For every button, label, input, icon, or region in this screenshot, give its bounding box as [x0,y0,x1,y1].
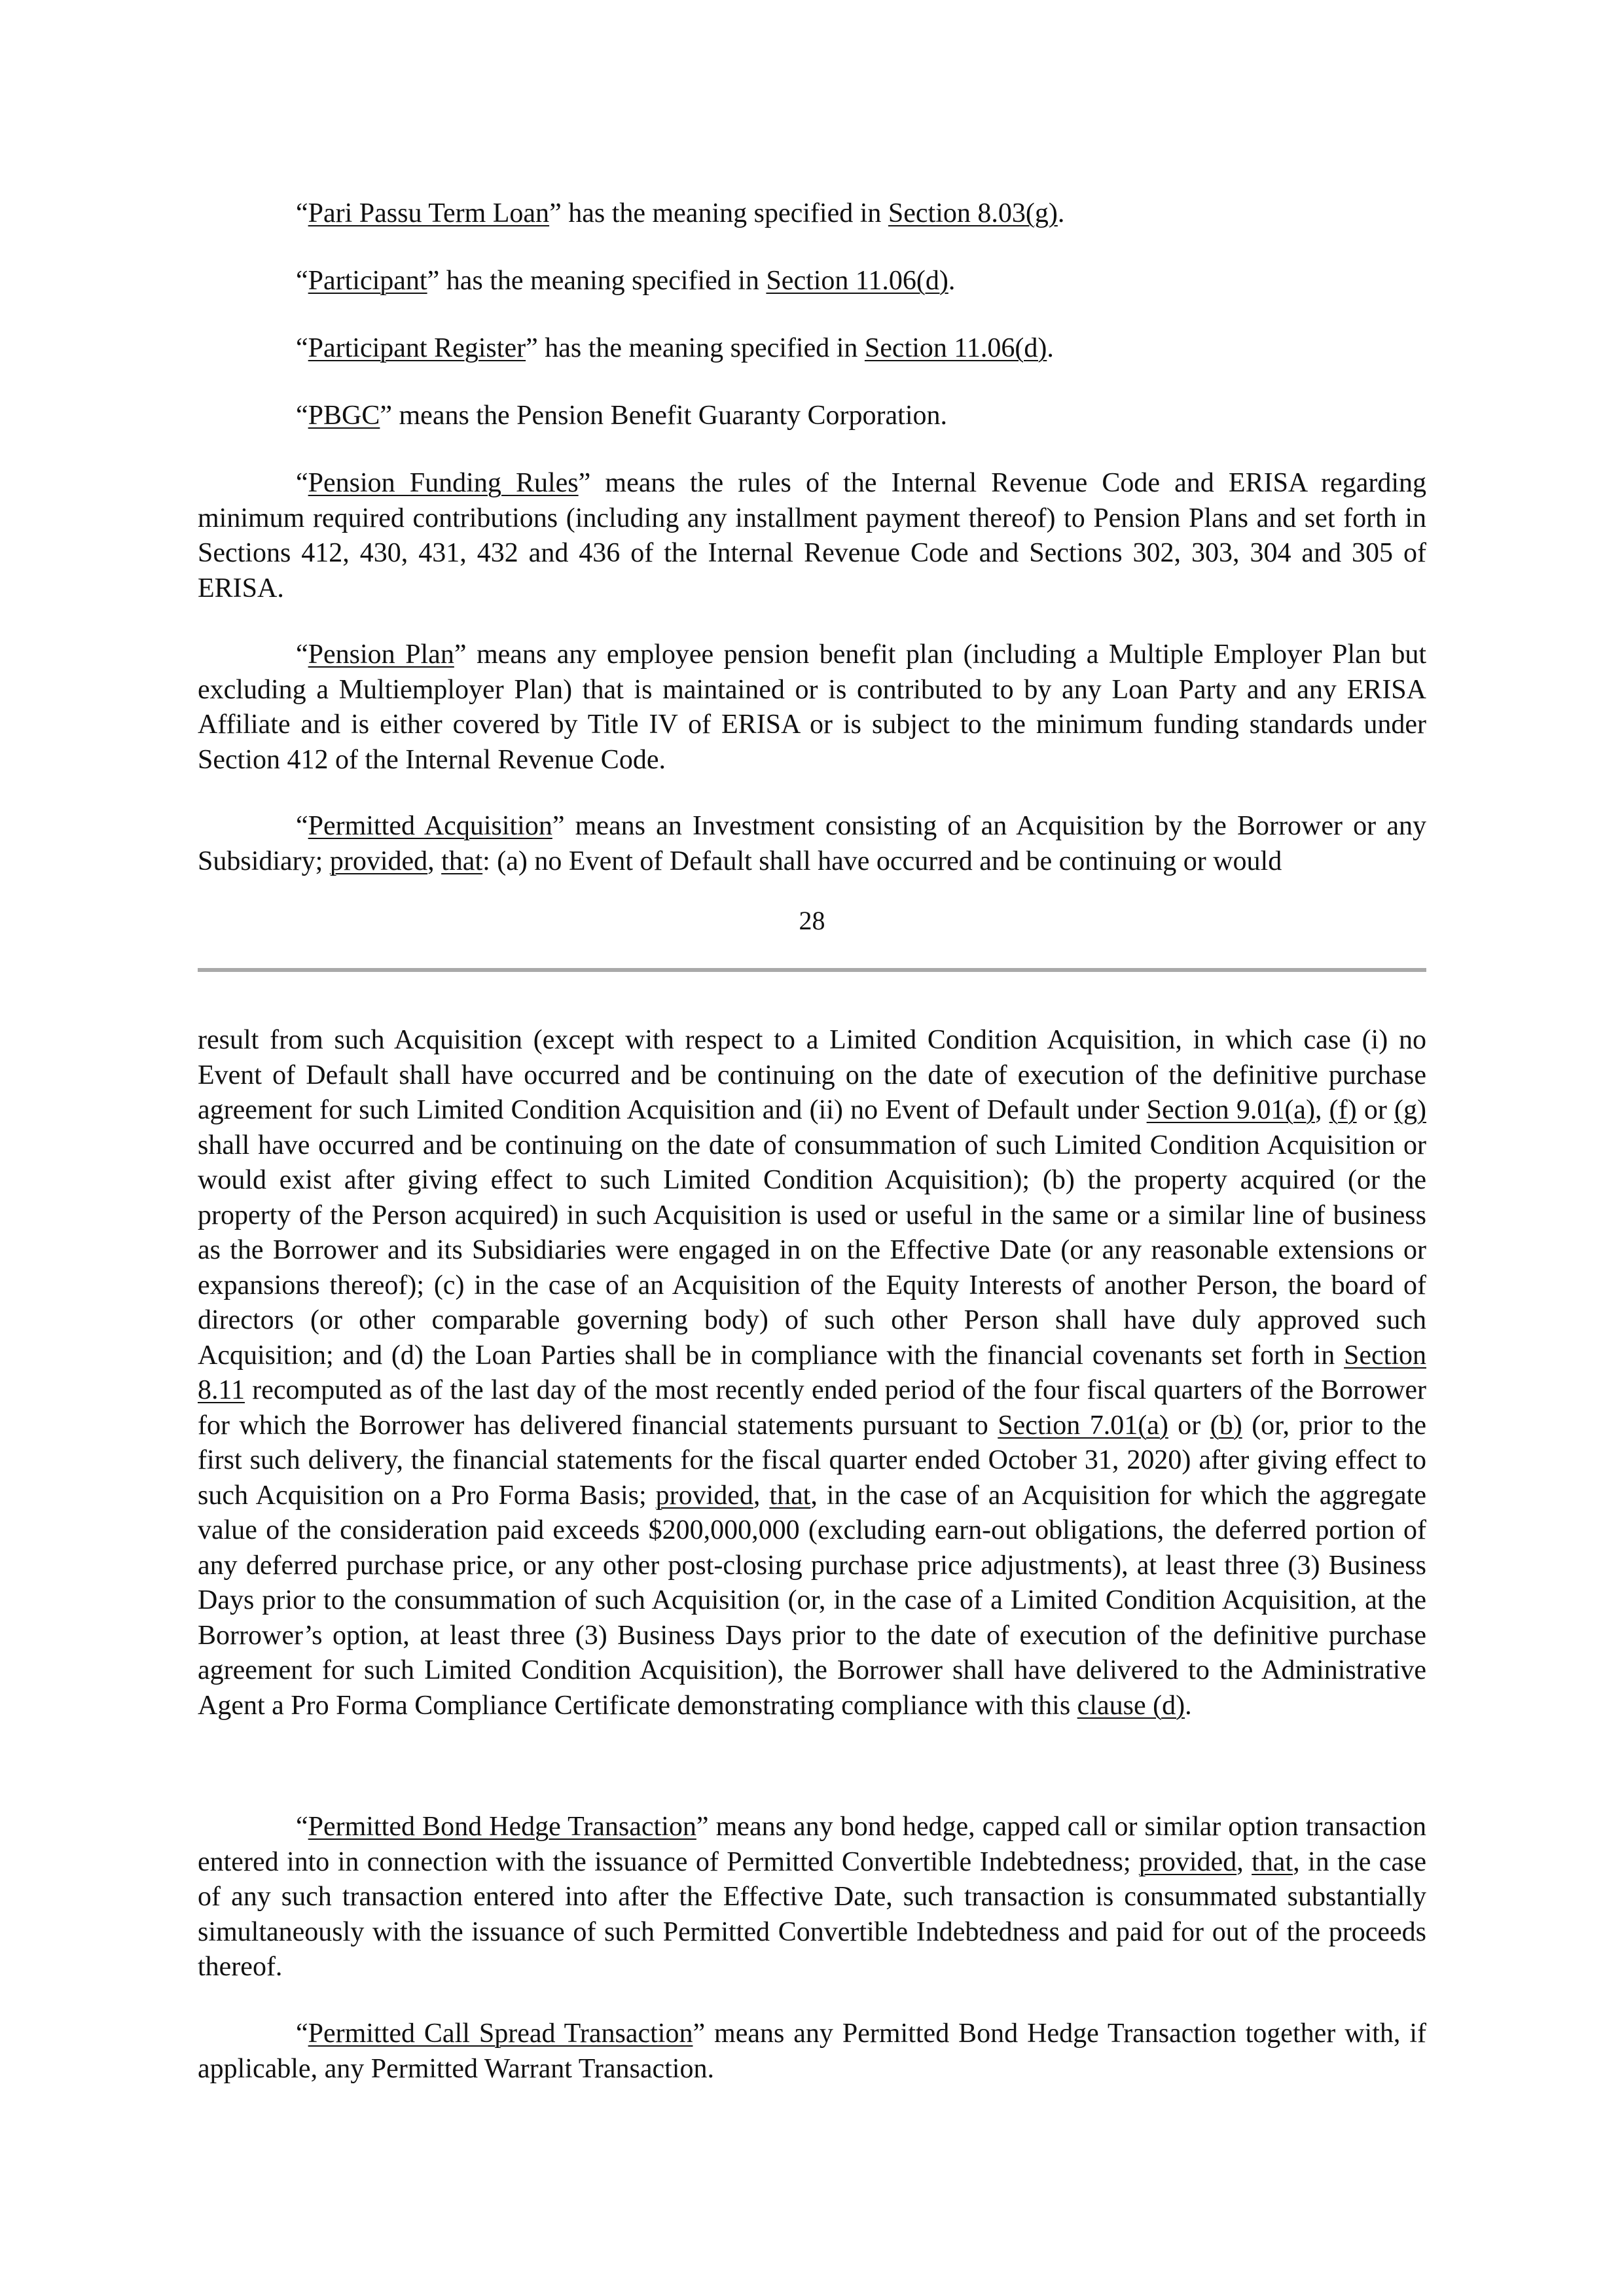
clause-reference: clause (d) [1077,1690,1185,1721]
definition-permitted-call-spread-transaction [198,2017,1426,2087]
definition-text: ” means any bond hedge, capped call or similar option transaction entered into in connection with the issuance of Permitted Convertible Indebtedness; [198,1812,1426,1877]
definition-text: or [1168,1410,1210,1441]
section-reference: Section 11.06(d) [864,333,1047,363]
that-term: that [769,1480,811,1511]
defined-term: PBGC [308,401,380,431]
punctuation: , [427,846,442,876]
section-reference: (f) [1329,1095,1357,1125]
definition-text: ” means any Permitted Bond Hedge Transaction together with, if applicable, any Permitted Warrant Transaction. [198,2018,1426,2084]
section-reference: (g) [1394,1095,1426,1125]
definition-text: shall have occurred and be continuing on the date of consummation of such Limited Condition Acquisition or would exist after giving effect to such Limited Condition Acquisition); (b) the property acquired (or the property of the Person acquired) in such Acquisition is used or useful in the same or a similar line of business as the Borrower and its Subsidiaries were engaged in on the Effective Date (or any reasonable extensions or expansions thereof); (c) in the case of an Acquisition of the Equity Interests of another Person, the board of directors (or other comparable governing body) of such other Person shall have duly approved such Acquisition; and (d) the Loan Parties shall be in compliance with the financial covenants set forth in [198,1130,1426,1371]
section-reference: Section 8.11 [198,1340,1426,1405]
open-quote: “ [296,2018,308,2049]
that-term: that [1252,1846,1293,1877]
open-quote: “ [296,468,308,498]
definition-text: recomputed as of the last day of the most recently ended period of the four fiscal quarters of the Borrower for which the Borrower has delivered financial statements pursuant to [198,1375,1426,1441]
definition-participant [198,264,1426,299]
definition-pension-funding-rules [198,466,1426,606]
provided-term: provided [1138,1846,1237,1877]
defined-term: Participant Register [308,333,526,363]
definition-text: , in the case of an Acquisition for which the aggregate value of the consideration paid exceeds $200,000,000 (excluding earn-out obligations, the deferred portion of any deferred purchase price, or any other post-closing purchase price adjustments), at least three (3) Business Days prior to the consummation of such Acquisition (or, in the case of a Limited Condition Acquisition, at the Borrower’s option, at least three (3) Business Days prior to the date of execution of the definitive purchase agreement for such Limited Condition Acquisition), the Borrower shall have delivered to the Administrative Agent a Pro Forma Compliance Certificate demonstrating compliance with this [198,1480,1426,1721]
definition-participant-register [198,331,1426,367]
punctuation: , [1314,1095,1329,1125]
definition-text: ” means any employee pension benefit plan (including a Multiple Employer Plan but excluding a Multiemployer Plan) that is maintained or is contributed to by any Loan Party and any ERISA Affiliate and is either covered by Title IV of ERISA or is subject to the minimum funding standards under Section 412 of the Internal Revenue Code. [198,639,1426,775]
definition-text: ” has the meaning specified in [427,266,767,296]
open-quote: “ [296,333,308,363]
defined-term: Pension Funding Rules [308,468,579,498]
definition-text: ” has the meaning specified in [549,198,888,228]
defined-term: Permitted Acquisition [308,811,552,841]
definition-text: ” means an Investment consisting of an Acquisition by the Borrower or any Subsidiary; [198,811,1426,876]
open-quote: “ [296,198,308,228]
definition-pension-plan [198,637,1426,778]
punctuation: . [1057,198,1065,228]
definition-pari-passu-term-loan [198,196,1426,232]
defined-term: Permitted Call Spread Transaction [308,2018,693,2049]
punctuation: . [948,266,956,296]
provided-term: provided [329,846,428,876]
defined-term: Permitted Bond Hedge Transaction [308,1812,696,1842]
definition-permitted-acquisition [198,809,1426,879]
that-term: that [441,846,483,876]
definition-text: ” has the meaning specified in [526,333,865,363]
defined-term: Pension Plan [308,639,454,670]
section-reference: Section 8.03(g) [888,198,1058,228]
punctuation: , [1236,1846,1252,1877]
definition-text: ” means the Pension Benefit Guaranty Corporation. [380,401,947,431]
definition-text: ” means the rules of the Internal Revenue Code and ERISA regarding minimum required contributions (including any installment payment thereof) to Pension Plans and set forth in Sections 412, 430, 431, 432 and 436 of the Internal Revenue Code and Sections 302, 303, 304 and 305 of ERISA. [198,468,1426,603]
definition-pbgc [198,399,1426,434]
open-quote: “ [296,811,308,841]
punctuation: , [753,1480,770,1511]
provided-term: provided [655,1480,753,1511]
definition-text: , in the case of any such transaction entered into after the Effective Date, such transaction is consummated substantially simultaneously with the issuance of such Permitted Convertible Indebtedness and paid for out of the proceeds thereof. [198,1846,1426,1982]
definition-permitted-bond-hedge-transaction [198,1810,1426,1985]
open-quote: “ [296,266,308,296]
open-quote: “ [296,639,308,670]
definition-text: result from such Acquisition (except with respect to a Limited Condition Acquisition, in which case (i) no Event of Default shall have occurred and be continuing on the date of execution of the definitive purchase agreement for such Limited Condition Acquisition and (ii) no Event of Default under [198,1025,1426,1125]
definition-text: or [1356,1095,1395,1125]
permitted-acquisition-continuation [198,1023,1426,1723]
definition-text: : (a) no Event of Default shall have occurred and be continuing or would [482,846,1282,876]
punctuation: . [1185,1690,1192,1721]
punctuation: . [1047,333,1054,363]
defined-term: Pari Passu Term Loan [308,198,550,228]
open-quote: “ [296,401,308,431]
section-reference: Section 7.01(a) [998,1410,1168,1441]
page-divider [198,968,1426,972]
section-reference: (b) [1210,1410,1242,1441]
defined-term: Participant [308,266,427,296]
section-reference: Section 11.06(d) [766,266,948,296]
definition-text: (or, prior to the first such delivery, the financial statements for the fiscal quarter ended October 31, 2020) after giving effect to such Acquisition on a Pro Forma Basis; [198,1410,1426,1511]
section-reference: Section 9.01(a) [1146,1095,1315,1125]
page-number: 28 [799,906,825,935]
open-quote: “ [296,1812,308,1842]
